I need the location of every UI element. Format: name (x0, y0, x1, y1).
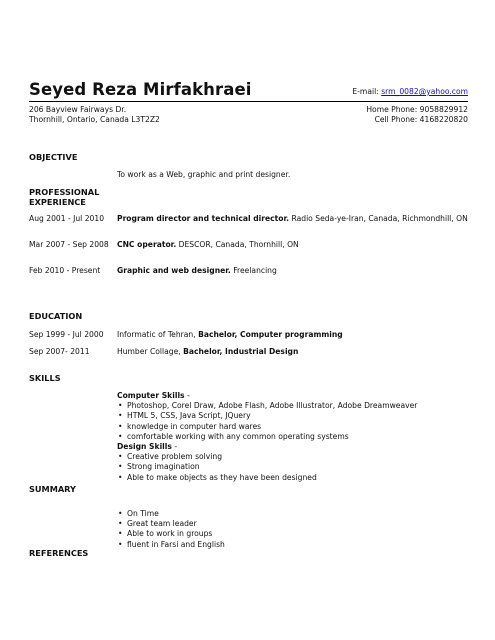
list-item: • On Time (117, 509, 225, 519)
computer-skills-list (117, 401, 417, 442)
home-phone: Home Phone: 9058829912 (366, 105, 468, 114)
email-label: E-mail: (352, 87, 379, 96)
list-item: • Photoshop, Corel Draw, Adobe Flash, Adobe Illustrator, Adobe Dreamweaver (117, 401, 417, 411)
experience-heading-line-2: EXPERIENCE (29, 197, 86, 207)
education-heading: EDUCATION (29, 311, 83, 321)
experience-title-3: Graphic and web designer. (117, 266, 231, 275)
experience-detail-1: Radio Seda-ye-Iran, Canada, Richmondhill, ON (289, 214, 468, 223)
list-item: • fluent in Farsi and English (117, 540, 225, 550)
experience-detail-2: DESCOR, Canada, Thornhill, ON (176, 240, 299, 249)
education-degree-2: Bachelor, Industrial Design (183, 347, 299, 356)
experience-date-2: Mar 2007 - Sep 2008 (29, 240, 109, 249)
address-line-1: 206 Bayview Fairways Dr. (29, 105, 127, 114)
cell-phone: Cell Phone: 4168220820 (374, 115, 468, 124)
experience-entry-3 (117, 266, 277, 275)
education-degree-1: Bachelor, Computer programming (198, 330, 343, 339)
education-date-1: Sep 1999 - Jul 2000 (29, 330, 104, 339)
design-skills-title: Design Skills (117, 442, 172, 452)
objective-text: To work as a Web, graphic and print designer. (117, 170, 291, 179)
phone-numbers (366, 105, 468, 125)
design-skills-title-line (117, 442, 417, 452)
summary-block (117, 509, 225, 550)
list-item: • Creative problem solving (117, 452, 417, 462)
computer-skills-title: Computer Skills (117, 391, 185, 400)
list-item: • knowledge in computer hard wares (117, 422, 417, 432)
design-skills-list (117, 452, 417, 483)
references-heading: REFERENCES (29, 548, 89, 558)
email-line (352, 87, 468, 96)
design-skills-suffix: - (171, 442, 178, 452)
list-item: • Strong imagination (117, 462, 417, 472)
education-school-2: Humber Collage, (117, 347, 184, 356)
list-item: • HTML 5, CSS, Java Script, JQuery (117, 411, 417, 421)
experience-entry-1 (117, 214, 468, 223)
experience-date-3: Feb 2010 - Present (29, 266, 101, 275)
experience-entry-2 (117, 240, 299, 249)
header-divider (29, 101, 468, 102)
list-item: • Able to work in groups (117, 529, 225, 539)
experience-date-1: Aug 2001 - Jul 2010 (29, 214, 105, 223)
summary-heading: SUMMARY (29, 484, 76, 494)
experience-detail-3: Freelancing (230, 266, 277, 275)
experience-title-2: CNC operator. (117, 240, 177, 249)
education-date-2: Sep 2007- 2011 (29, 347, 90, 356)
email-link[interactable]: srm_0082@yahoo.com (381, 87, 468, 96)
experience-title-1: Program director and technical director. (117, 214, 290, 223)
list-item: • Great team leader (117, 519, 225, 529)
person-name: Seyed Reza Mirfakhraei (29, 80, 252, 99)
computer-skills-suffix: - (184, 391, 190, 400)
skills-block (117, 391, 417, 483)
experience-heading-line-1: PROFESSIONAL (29, 187, 100, 197)
list-item: • comfortable working with any common operating systems (117, 432, 417, 442)
skills-heading: SKILLS (29, 373, 61, 383)
address-line-2: Thornhill, Ontario, Canada L3T2Z2 (29, 115, 160, 124)
education-entry-1 (117, 330, 343, 339)
list-item: • Able to make objects as they have been designed (117, 473, 417, 483)
address (29, 105, 160, 125)
education-entry-2 (117, 347, 298, 356)
education-school-1: Informatic of Tehran, (117, 330, 199, 339)
summary-list (117, 509, 225, 550)
experience-heading (29, 187, 99, 207)
objective-heading: OBJECTIVE (29, 152, 78, 162)
computer-skills-title-line (117, 391, 417, 401)
